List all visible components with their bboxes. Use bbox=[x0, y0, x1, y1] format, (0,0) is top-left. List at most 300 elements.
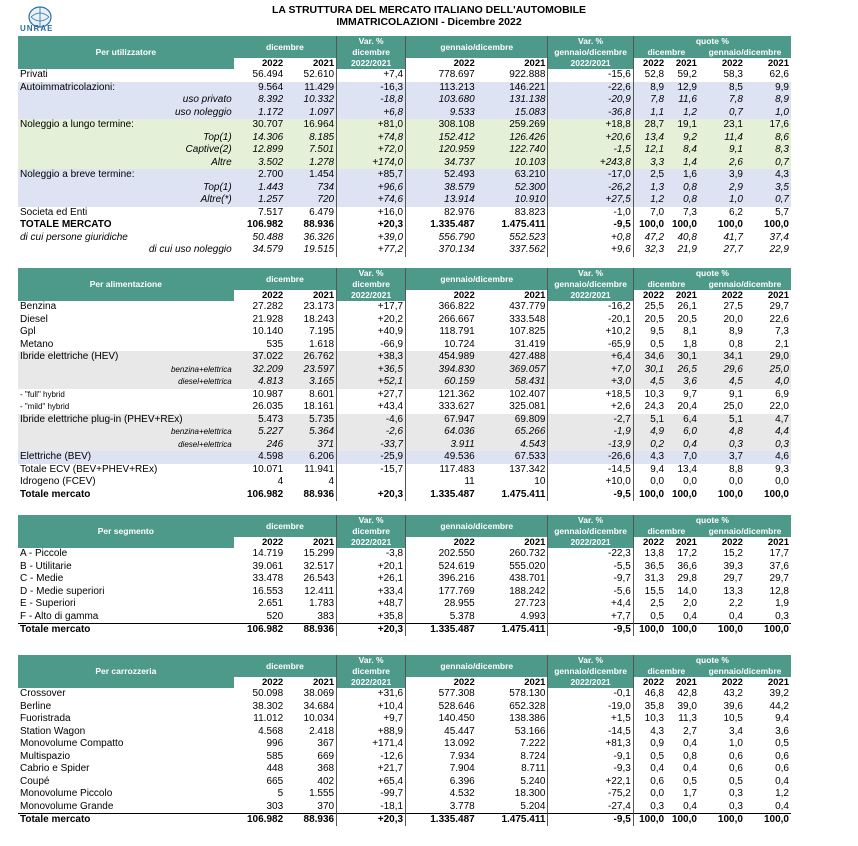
row-label: B - Utilitarie bbox=[20, 560, 72, 572]
cell-value: 394.830 bbox=[406, 364, 477, 377]
cell-value: 1.257 bbox=[234, 194, 285, 207]
cell-value: 2,2 bbox=[729, 598, 743, 610]
cell-value: 113.213 bbox=[406, 82, 477, 95]
cell-value: 100,0 bbox=[745, 623, 791, 636]
cell-value: 8.601 bbox=[309, 388, 335, 400]
cell-value: 29,7 bbox=[769, 301, 789, 313]
cell-value: 0,8 bbox=[666, 182, 699, 195]
cell-value: 39.061 bbox=[252, 560, 284, 572]
cell-value: 1,1 bbox=[633, 107, 666, 120]
cell-value: 34,1 bbox=[699, 351, 745, 364]
col-var: Var. % bbox=[337, 36, 406, 47]
cell-value: 1,0 bbox=[745, 107, 791, 120]
cell-value: 0,6 bbox=[775, 763, 789, 775]
cell-value: 0,4 bbox=[729, 610, 743, 622]
cell-value: 88.936 bbox=[285, 623, 336, 636]
cell-value: 9,1 bbox=[729, 388, 743, 400]
cell-value: 2,7 bbox=[683, 725, 697, 737]
table-row bbox=[18, 219, 791, 232]
col-quote-dic: dicembre bbox=[633, 279, 699, 290]
cell-value: 437.779 bbox=[509, 301, 546, 313]
cell-value: 28,7 bbox=[633, 119, 666, 132]
cell-value: 27,5 bbox=[723, 301, 743, 313]
cell-value: 5.240 bbox=[520, 775, 546, 787]
col-year: 2022 bbox=[406, 677, 477, 688]
cell-value: 37,6 bbox=[769, 560, 789, 572]
table-row bbox=[18, 389, 791, 402]
row-label: - "mild" hybrid bbox=[20, 402, 70, 412]
cell-value: 58,3 bbox=[723, 69, 743, 81]
col-year: 2021 bbox=[666, 537, 699, 548]
cell-value: 1.335.487 bbox=[406, 219, 477, 232]
cell-value: 333.627 bbox=[406, 401, 477, 414]
table-row bbox=[18, 339, 791, 352]
col-year: 2021 bbox=[745, 58, 791, 69]
cell-value: 52.493 bbox=[406, 169, 477, 182]
cell-value: 333.548 bbox=[509, 313, 546, 325]
col-year: 2021 bbox=[666, 290, 699, 301]
table-row bbox=[18, 244, 791, 257]
cell-value: 555.020 bbox=[509, 560, 546, 572]
cell-value: +88,9 bbox=[337, 726, 406, 739]
cell-value: 0,4 bbox=[683, 610, 697, 622]
cell-value: 29,8 bbox=[677, 573, 697, 585]
cell-value: 7,0 bbox=[633, 207, 666, 220]
col-var: Var. % bbox=[337, 268, 406, 279]
cell-value: 100,0 bbox=[666, 813, 699, 826]
cell-value: -27,4 bbox=[548, 801, 633, 814]
col-quote-gen: gennaio/dicembre bbox=[699, 666, 791, 677]
row-label: Berline bbox=[20, 700, 52, 712]
row-label: Totale mercato bbox=[18, 623, 234, 636]
cell-value: 47,2 bbox=[633, 232, 666, 245]
row-label: diesel+elettrica bbox=[18, 376, 234, 389]
cell-value: 3.165 bbox=[285, 376, 336, 389]
cell-value: +96,6 bbox=[337, 182, 406, 195]
cell-value: -9,5 bbox=[548, 219, 633, 232]
cell-value: 11.429 bbox=[285, 82, 336, 95]
col-year: 2022 bbox=[699, 537, 745, 548]
col-year: 2022/2021 bbox=[548, 537, 633, 548]
col-year: 2022 bbox=[234, 58, 285, 69]
cell-value: +10,4 bbox=[337, 701, 406, 714]
cell-value: 39,0 bbox=[677, 700, 697, 712]
col-quote: quote % bbox=[633, 36, 791, 47]
table-row bbox=[18, 107, 791, 120]
cell-value: +18,5 bbox=[548, 389, 633, 402]
cell-value: 383 bbox=[317, 610, 335, 622]
cell-value: 8,9 bbox=[729, 326, 743, 338]
cell-value: 371 bbox=[285, 439, 336, 452]
cell-value: -12,6 bbox=[337, 751, 406, 764]
cell-value: 4,5 bbox=[699, 376, 745, 389]
col-quote: quote % bbox=[633, 515, 791, 526]
col-var-ytd: Var. % bbox=[548, 268, 633, 279]
table-row bbox=[18, 548, 791, 561]
cell-value: -5,5 bbox=[548, 561, 633, 574]
cell-value: 100,0 bbox=[671, 219, 697, 231]
cell-value: 52.300 bbox=[477, 182, 548, 195]
cell-value: 23.597 bbox=[285, 364, 336, 377]
cell-value: +10,0 bbox=[548, 476, 633, 489]
table-row bbox=[18, 688, 791, 701]
cell-value: 3,3 bbox=[633, 157, 666, 170]
cell-value: 3,9 bbox=[699, 169, 745, 182]
col-year: 2022 bbox=[633, 537, 666, 548]
cell-value: +4,4 bbox=[548, 598, 633, 611]
cell-value: 1.335.487 bbox=[406, 813, 477, 826]
cell-value: 65.266 bbox=[477, 426, 548, 439]
row-label: Noleggio a lungo termine: bbox=[18, 119, 234, 132]
cell-value: +20,2 bbox=[337, 314, 406, 327]
table-row bbox=[18, 314, 791, 327]
cell-value: 0,5 bbox=[775, 738, 789, 750]
col-year: 2022 bbox=[234, 677, 285, 688]
cell-value: +39,0 bbox=[337, 232, 406, 245]
cell-value: 0,5 bbox=[633, 339, 666, 352]
cell-value: +72,0 bbox=[337, 144, 406, 157]
section-utilizzatore bbox=[18, 36, 791, 257]
table-row bbox=[18, 701, 791, 714]
cell-value: 15.299 bbox=[303, 548, 335, 560]
col-year: 2021 bbox=[285, 290, 336, 301]
cell-value: 8,5 bbox=[699, 82, 745, 95]
cell-value: 100,0 bbox=[699, 623, 745, 636]
row-label: Ibride elettriche plug-in (PHEV+REx) bbox=[18, 414, 234, 427]
row-label: F - Alto di gamma bbox=[20, 610, 99, 622]
cell-value: 5.735 bbox=[285, 414, 336, 427]
cell-value: 26.543 bbox=[303, 573, 335, 585]
col-quote-gen: gennaio/dicembre bbox=[699, 47, 791, 58]
cell-value: 131.138 bbox=[477, 94, 548, 107]
col-var-sub: dicembre bbox=[337, 666, 406, 677]
cell-value: 8,9 bbox=[633, 82, 666, 95]
cell-value: 0,5 bbox=[729, 775, 743, 787]
cell-value: +16,0 bbox=[337, 207, 406, 220]
col-year: 2021 bbox=[745, 290, 791, 301]
cell-value: 19,1 bbox=[666, 119, 699, 132]
cell-value: 402 bbox=[317, 775, 335, 787]
table-row bbox=[18, 426, 791, 439]
cell-value: 6,2 bbox=[729, 206, 743, 218]
cell-value: 0,7 bbox=[745, 194, 791, 207]
table-row bbox=[18, 751, 791, 764]
cell-value: 1.618 bbox=[309, 338, 335, 350]
cell-value: 552.523 bbox=[509, 231, 546, 243]
cell-value: 448 bbox=[266, 763, 284, 775]
row-label: Monovolume Grande bbox=[20, 800, 114, 812]
section-title: Per carrozzeria bbox=[18, 655, 234, 688]
cell-value: +7,0 bbox=[548, 364, 633, 377]
cell-value: 7.222 bbox=[520, 738, 546, 750]
cell-value: 100,0 bbox=[633, 489, 666, 502]
col-quote: quote % bbox=[633, 268, 791, 279]
col-year: 2022 bbox=[633, 58, 666, 69]
cell-value bbox=[337, 476, 406, 489]
cell-value: -1,0 bbox=[548, 207, 633, 220]
cell-value: 32.209 bbox=[234, 364, 285, 377]
cell-value: +3,0 bbox=[548, 376, 633, 389]
cell-value: 14,0 bbox=[677, 585, 697, 597]
row-label: Cabrio e Spider bbox=[20, 763, 90, 775]
table-row bbox=[18, 401, 791, 414]
cell-value: 11.012 bbox=[253, 713, 284, 725]
cell-value: 11,4 bbox=[699, 132, 745, 145]
cell-value: 0,6 bbox=[633, 776, 666, 789]
cell-value: 0,8 bbox=[666, 194, 699, 207]
cell-value: 100,0 bbox=[745, 813, 791, 826]
cell-value: 67.947 bbox=[406, 414, 477, 427]
table-row bbox=[18, 301, 791, 314]
cell-value: 5.204 bbox=[520, 800, 546, 812]
cell-value: 2.418 bbox=[309, 725, 335, 737]
cell-value: 106.982 bbox=[246, 488, 284, 500]
cell-value: 10.071 bbox=[252, 463, 284, 475]
cell-value: 10.910 bbox=[477, 194, 548, 207]
cell-value: 15,2 bbox=[723, 548, 743, 560]
cell-value: 11 bbox=[406, 476, 477, 489]
cell-value: 556.790 bbox=[406, 232, 477, 245]
cell-value: -4,6 bbox=[337, 414, 406, 427]
col-var: Var. % bbox=[337, 515, 406, 526]
cell-value: 12.411 bbox=[304, 585, 335, 597]
cell-value: +174,0 bbox=[337, 157, 406, 170]
table-row bbox=[18, 451, 791, 464]
data-table bbox=[18, 36, 791, 257]
row-label: C - Medie bbox=[20, 573, 64, 585]
cell-value: 36,5 bbox=[633, 561, 666, 574]
cell-value: 9,2 bbox=[666, 132, 699, 145]
cell-value: 8,3 bbox=[745, 144, 791, 157]
cell-value: 0,4 bbox=[666, 439, 699, 452]
cell-value: 260.732 bbox=[509, 548, 546, 560]
cell-value: 117.483 bbox=[406, 464, 477, 477]
cell-value: 0,0 bbox=[729, 476, 743, 488]
cell-value: -5,6 bbox=[548, 586, 633, 599]
col-year: 2022 bbox=[406, 290, 477, 301]
cell-value: 30,1 bbox=[633, 364, 666, 377]
col-dicembre: dicembre bbox=[234, 268, 337, 290]
cell-value: 1.278 bbox=[285, 157, 336, 170]
cell-value: +171,4 bbox=[337, 738, 406, 751]
cell-value: 1,2 bbox=[666, 107, 699, 120]
cell-value: 8.185 bbox=[285, 132, 336, 145]
cell-value: 46,8 bbox=[633, 688, 666, 701]
col-year: 2022 bbox=[699, 58, 745, 69]
cell-value: +22,1 bbox=[548, 776, 633, 789]
cell-value: -9,3 bbox=[548, 763, 633, 776]
cell-value: +74,8 bbox=[337, 132, 406, 145]
cell-value: +27,5 bbox=[548, 194, 633, 207]
table-row bbox=[18, 194, 791, 207]
cell-value: 266.667 bbox=[406, 314, 477, 327]
cell-value: 0,7 bbox=[699, 107, 745, 120]
cell-value: -20,1 bbox=[548, 314, 633, 327]
cell-value: 535 bbox=[266, 338, 284, 350]
cell-value: 53.166 bbox=[514, 725, 546, 737]
cell-value: 60.159 bbox=[406, 376, 477, 389]
row-label: di cui uso noleggio bbox=[148, 244, 232, 256]
section-segmento bbox=[18, 515, 791, 636]
cell-value: -0,1 bbox=[548, 688, 633, 701]
cell-value: 21.928 bbox=[252, 313, 284, 325]
cell-value: 370 bbox=[317, 800, 335, 812]
col-quote-dic: dicembre bbox=[633, 526, 699, 537]
col-year: 2021 bbox=[745, 677, 791, 688]
cell-value: 17,7 bbox=[769, 548, 789, 560]
cell-value: 8,9 bbox=[745, 94, 791, 107]
cell-value: +0,8 bbox=[548, 232, 633, 245]
cell-value: 1,9 bbox=[775, 598, 789, 610]
cell-value: -26,6 bbox=[548, 451, 633, 464]
cell-value: 3,7 bbox=[699, 451, 745, 464]
cell-value: 102.407 bbox=[509, 388, 546, 400]
cell-value: 1,6 bbox=[666, 169, 699, 182]
cell-value: 38.579 bbox=[406, 182, 477, 195]
col-year: 2022 bbox=[234, 290, 285, 301]
cell-value: 9,4 bbox=[775, 713, 789, 725]
cell-value: +2,6 bbox=[548, 401, 633, 414]
cell-value: 22,0 bbox=[769, 401, 789, 413]
cell-value: 63.210 bbox=[477, 169, 548, 182]
cell-value: 35,8 bbox=[633, 701, 666, 714]
cell-value: 6,0 bbox=[666, 426, 699, 439]
cell-value: 7.195 bbox=[309, 326, 335, 338]
cell-value: 100,0 bbox=[666, 623, 699, 636]
col-dicembre: dicembre bbox=[234, 36, 337, 58]
cell-value: -9,1 bbox=[548, 751, 633, 764]
row-label: D - Medie superiori bbox=[20, 585, 105, 597]
row-label: Diesel bbox=[20, 313, 48, 325]
cell-value: -3,8 bbox=[337, 548, 406, 561]
cell-value: 734 bbox=[285, 182, 336, 195]
col-year: 2022 bbox=[633, 290, 666, 301]
cell-value: 88.936 bbox=[303, 219, 335, 231]
col-var-sub: dicembre bbox=[337, 47, 406, 58]
table-row bbox=[18, 623, 791, 636]
section-title: Per segmento bbox=[18, 515, 234, 548]
cell-value: 58.431 bbox=[477, 376, 548, 389]
cell-value: 7.517 bbox=[258, 206, 284, 218]
cell-value: 1.475.411 bbox=[477, 813, 548, 826]
cell-value: 9,3 bbox=[775, 463, 789, 475]
cell-value: 39,2 bbox=[769, 688, 789, 700]
cell-value: 27.723 bbox=[514, 598, 546, 610]
cell-value: 13,4 bbox=[677, 463, 697, 475]
data-table bbox=[18, 655, 791, 826]
col-var-ytd: Var. % bbox=[548, 36, 633, 47]
col-year: 2022 bbox=[633, 677, 666, 688]
cell-value: 1.475.411 bbox=[501, 219, 546, 231]
cell-value: 15.083 bbox=[477, 107, 548, 120]
cell-value: 0,6 bbox=[729, 750, 743, 762]
table-row bbox=[18, 82, 791, 95]
cell-value: +65,4 bbox=[337, 776, 406, 789]
col-year: 2022/2021 bbox=[548, 290, 633, 301]
cell-value: 669 bbox=[317, 750, 335, 762]
table-row bbox=[18, 561, 791, 574]
cell-value: +20,3 bbox=[337, 489, 406, 502]
cell-value: -1,9 bbox=[548, 426, 633, 439]
table-row bbox=[18, 439, 791, 452]
table-row bbox=[18, 119, 791, 132]
table-row bbox=[18, 207, 791, 220]
cell-value: 7,0 bbox=[666, 451, 699, 464]
cell-value: -33,7 bbox=[337, 439, 406, 452]
row-label: Top(1) bbox=[18, 182, 234, 195]
cell-value: 0,3 bbox=[699, 439, 745, 452]
cell-value: 7.934 bbox=[406, 751, 477, 764]
col-quote-gen: gennaio/dicembre bbox=[699, 279, 791, 290]
cell-value: 30,1 bbox=[666, 351, 699, 364]
cell-value: 26,1 bbox=[677, 301, 697, 313]
col-year: 2022 bbox=[234, 537, 285, 548]
cell-value: 10.140 bbox=[252, 326, 284, 338]
cell-value: +10,2 bbox=[548, 326, 633, 339]
cell-value: 5,1 bbox=[633, 414, 666, 427]
cell-value: 4,6 bbox=[745, 451, 791, 464]
cell-value: 8,8 bbox=[729, 463, 743, 475]
cell-value: 369.057 bbox=[477, 364, 548, 377]
cell-value: 25,0 bbox=[745, 364, 791, 377]
cell-value: 6.479 bbox=[309, 206, 335, 218]
cell-value: 45.447 bbox=[406, 726, 477, 739]
cell-value: 27.282 bbox=[252, 301, 284, 313]
cell-value: -17,0 bbox=[548, 169, 633, 182]
cell-value: 52.610 bbox=[303, 69, 335, 81]
table-row bbox=[18, 364, 791, 377]
cell-value: 20,5 bbox=[677, 313, 697, 325]
cell-value: 64.036 bbox=[406, 426, 477, 439]
cell-value: 100,0 bbox=[763, 488, 789, 500]
cell-value: 4.543 bbox=[477, 439, 548, 452]
col-year: 2021 bbox=[666, 677, 699, 688]
cell-value: +243,8 bbox=[548, 157, 633, 170]
row-label: Totale ECV (BEV+PHEV+REx) bbox=[20, 463, 158, 475]
row-label: Idrogeno (FCEV) bbox=[20, 476, 96, 488]
cell-value: 17,6 bbox=[745, 119, 791, 132]
cell-value: 4,3 bbox=[745, 169, 791, 182]
cell-value: 246 bbox=[234, 439, 285, 452]
section-alimentazione bbox=[18, 268, 791, 501]
cell-value: 396.216 bbox=[406, 573, 477, 586]
cell-value: 22,9 bbox=[769, 244, 789, 256]
col-var-sub: dicembre bbox=[337, 279, 406, 290]
cell-value: 524.619 bbox=[406, 561, 477, 574]
cell-value: 69.809 bbox=[477, 414, 548, 427]
col-year: 2022/2021 bbox=[548, 58, 633, 69]
cell-value: 520 bbox=[266, 610, 284, 622]
cell-value: 4.532 bbox=[406, 788, 477, 801]
cell-value: 0,4 bbox=[633, 763, 666, 776]
cell-value: 38.069 bbox=[303, 688, 335, 700]
cell-value: 5,1 bbox=[699, 414, 745, 427]
cell-value: 31,3 bbox=[633, 573, 666, 586]
cell-value: 106.982 bbox=[234, 813, 285, 826]
col-var: Var. % bbox=[337, 655, 406, 666]
row-label: uso privato bbox=[18, 94, 234, 107]
cell-value: 39,3 bbox=[723, 560, 743, 572]
cell-value: 4.568 bbox=[258, 725, 284, 737]
cell-value: 0,4 bbox=[775, 800, 789, 812]
cell-value: 52,8 bbox=[633, 69, 666, 82]
cell-value: 20,4 bbox=[677, 401, 697, 413]
col-year: 2021 bbox=[285, 677, 336, 688]
row-label: - "full" hybrid bbox=[20, 389, 65, 399]
cell-value: 0,3 bbox=[775, 610, 789, 622]
cell-value: 36.326 bbox=[303, 231, 335, 243]
table-row bbox=[18, 813, 791, 826]
